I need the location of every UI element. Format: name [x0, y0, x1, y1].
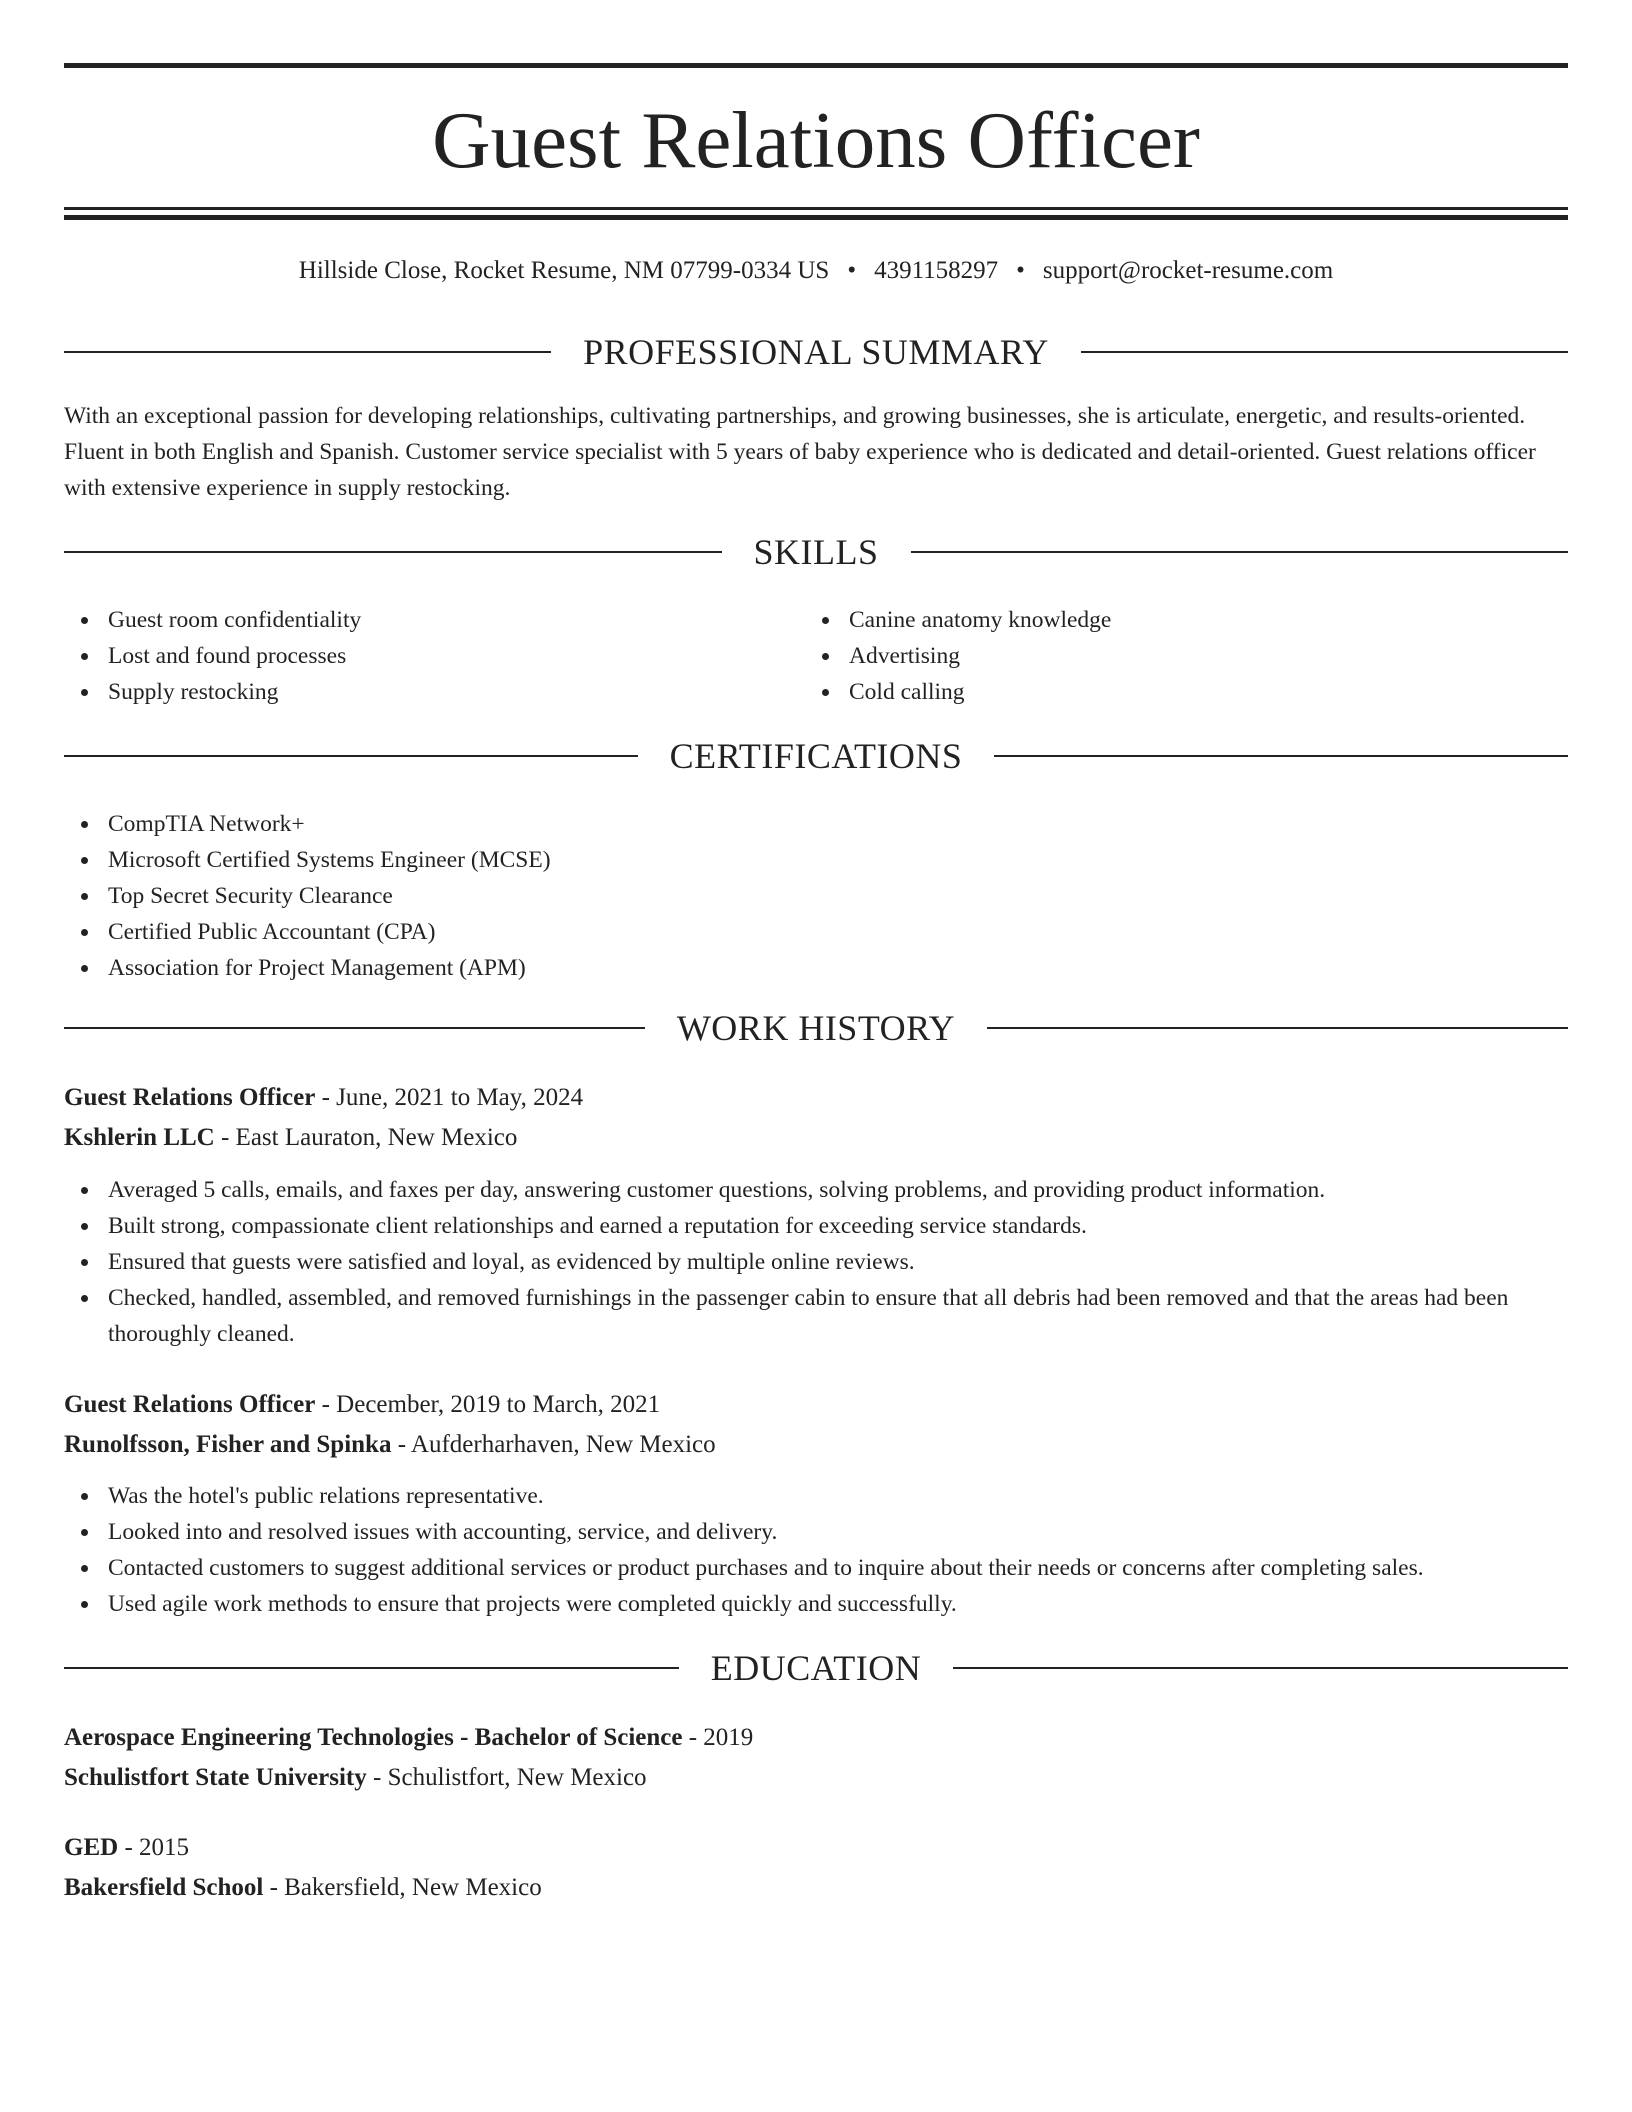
job-dates: - June, 2021 to May, 2024: [315, 1084, 584, 1111]
certification-item: Microsoft Certified Systems Engineer (MCSE): [64, 842, 1464, 878]
title-rule-thick: [64, 215, 1568, 220]
section-header-summary: [64, 330, 1568, 374]
section-title-work: WORK HISTORY: [676, 1008, 956, 1048]
job-bullet: Looked into and resolved issues with accounting, service, and delivery.: [64, 1514, 1568, 1550]
job-bullet: Used agile work methods to ensure that projects were completed quickly and successfully.: [64, 1586, 1568, 1622]
education-entry-1: [64, 1718, 753, 1798]
section-rule-left: [64, 1667, 679, 1669]
education-school-line: [64, 1758, 753, 1798]
education-degree: GED: [64, 1834, 119, 1861]
contact-address: Hillside Close, Rocket Resume, NM 07799-0334 US: [298, 257, 830, 284]
section-title-skills: SKILLS: [753, 532, 879, 572]
section-rule-right: [953, 1667, 1568, 1669]
job-location: - Aufderharhaven, New Mexico: [391, 1431, 716, 1458]
education-location: - Schulistfort, New Mexico: [366, 1764, 647, 1791]
certification-item: CompTIA Network+: [64, 806, 1464, 842]
section-rule-right: [994, 755, 1568, 757]
certifications-list: [64, 806, 1464, 986]
section-title-summary: PROFESSIONAL SUMMARY: [583, 332, 1049, 372]
skill-item: Cold calling: [805, 674, 1505, 710]
section-header-skills: [64, 530, 1568, 574]
section-rule-left: [64, 1027, 645, 1029]
education-degree-line: [64, 1828, 542, 1868]
job-entry-1-bullets: [64, 1172, 1568, 1352]
section-header-certifications: [64, 734, 1568, 778]
section-rule-right: [987, 1027, 1568, 1029]
job-title: Guest Relations Officer: [64, 1391, 316, 1418]
job-title-line: [64, 1385, 716, 1425]
title-rule-thin: [64, 207, 1568, 210]
certification-item: Top Secret Security Clearance: [64, 878, 1464, 914]
summary-text: With an exceptional passion for developing relationships, cultivating partnerships, and growing businesses, she is articulate, energetic, and results-oriented. Fluent in both English and Spanish. Customer service specialist with 5 years of baby experience who is dedicated and detail-oriented. Guest relations officer with extensive experience in supply restocking.: [64, 403, 1536, 501]
contact-line: [64, 254, 1568, 288]
education-school: Schulistfort State University: [64, 1764, 367, 1791]
education-school-line: [64, 1868, 542, 1908]
contact-separator: •: [1016, 257, 1025, 284]
job-entry-2-header: [64, 1385, 716, 1465]
skill-item: Supply restocking: [64, 674, 764, 710]
contact-separator: •: [847, 257, 857, 284]
certification-item: Association for Project Management (APM): [64, 950, 1464, 986]
job-location: - East Lauraton, New Mexico: [214, 1124, 518, 1151]
education-year: - 2019: [682, 1724, 754, 1751]
section-rule-left: [64, 755, 638, 757]
education-location: - Bakersfield, New Mexico: [263, 1874, 542, 1901]
job-company: Runolfsson, Fisher and Spinka: [64, 1431, 392, 1458]
contact-phone: 4391158297: [874, 257, 999, 284]
job-entry-2-bullets: [64, 1478, 1568, 1622]
education-school: Bakersfield School: [64, 1874, 264, 1901]
skill-item: Guest room confidentiality: [64, 602, 764, 638]
education-year: - 2015: [118, 1834, 190, 1861]
section-header-education: [64, 1646, 1568, 1690]
section-rule-right: [911, 551, 1569, 553]
skills-list-right: [805, 602, 1505, 710]
job-company: Kshlerin LLC: [64, 1124, 215, 1151]
job-company-line: [64, 1118, 583, 1158]
contact-email: support@rocket-resume.com: [1042, 257, 1334, 284]
skill-item: Lost and found processes: [64, 638, 764, 674]
skills-list-left: [64, 602, 764, 710]
section-rule-left: [64, 351, 551, 353]
job-dates: - December, 2019 to March, 2021: [315, 1391, 661, 1418]
job-bullet: Contacted customers to suggest additional services or product purchases and to inquire about their needs or concerns after completing sales.: [64, 1550, 1568, 1586]
job-title-line: [64, 1078, 583, 1118]
section-rule-left: [64, 551, 722, 553]
job-bullet: Built strong, compassionate client relationships and earned a reputation for exceeding service standards.: [64, 1208, 1568, 1244]
job-bullet: Ensured that guests were satisfied and loyal, as evidenced by multiple online reviews.: [64, 1244, 1568, 1280]
section-header-work: [64, 1006, 1568, 1050]
skill-item: Canine anatomy knowledge: [805, 602, 1505, 638]
job-bullet: Checked, handled, assembled, and removed furnishings in the passenger cabin to ensure that all debris had been removed and that the areas had been thoroughly cleaned.: [64, 1280, 1568, 1352]
education-degree: Aerospace Engineering Technologies - Bachelor of Science: [64, 1724, 683, 1751]
job-bullet: Averaged 5 calls, emails, and faxes per day, answering customer questions, solving problems, and providing product information.: [64, 1172, 1568, 1208]
section-title-certifications: CERTIFICATIONS: [669, 736, 963, 776]
certification-item: Certified Public Accountant (CPA): [64, 914, 1464, 950]
job-bullet: Was the hotel's public relations representative.: [64, 1478, 1568, 1514]
education-degree-line: [64, 1718, 753, 1758]
top-rule: [64, 63, 1568, 68]
resume-title: Guest Relations Officer: [432, 95, 1200, 185]
job-entry-1-header: [64, 1078, 583, 1158]
job-company-line: [64, 1425, 716, 1465]
section-rule-right: [1081, 351, 1568, 353]
section-title-education: EDUCATION: [710, 1648, 922, 1688]
job-title: Guest Relations Officer: [64, 1084, 316, 1111]
education-entry-2: [64, 1828, 542, 1908]
skill-item: Advertising: [805, 638, 1505, 674]
